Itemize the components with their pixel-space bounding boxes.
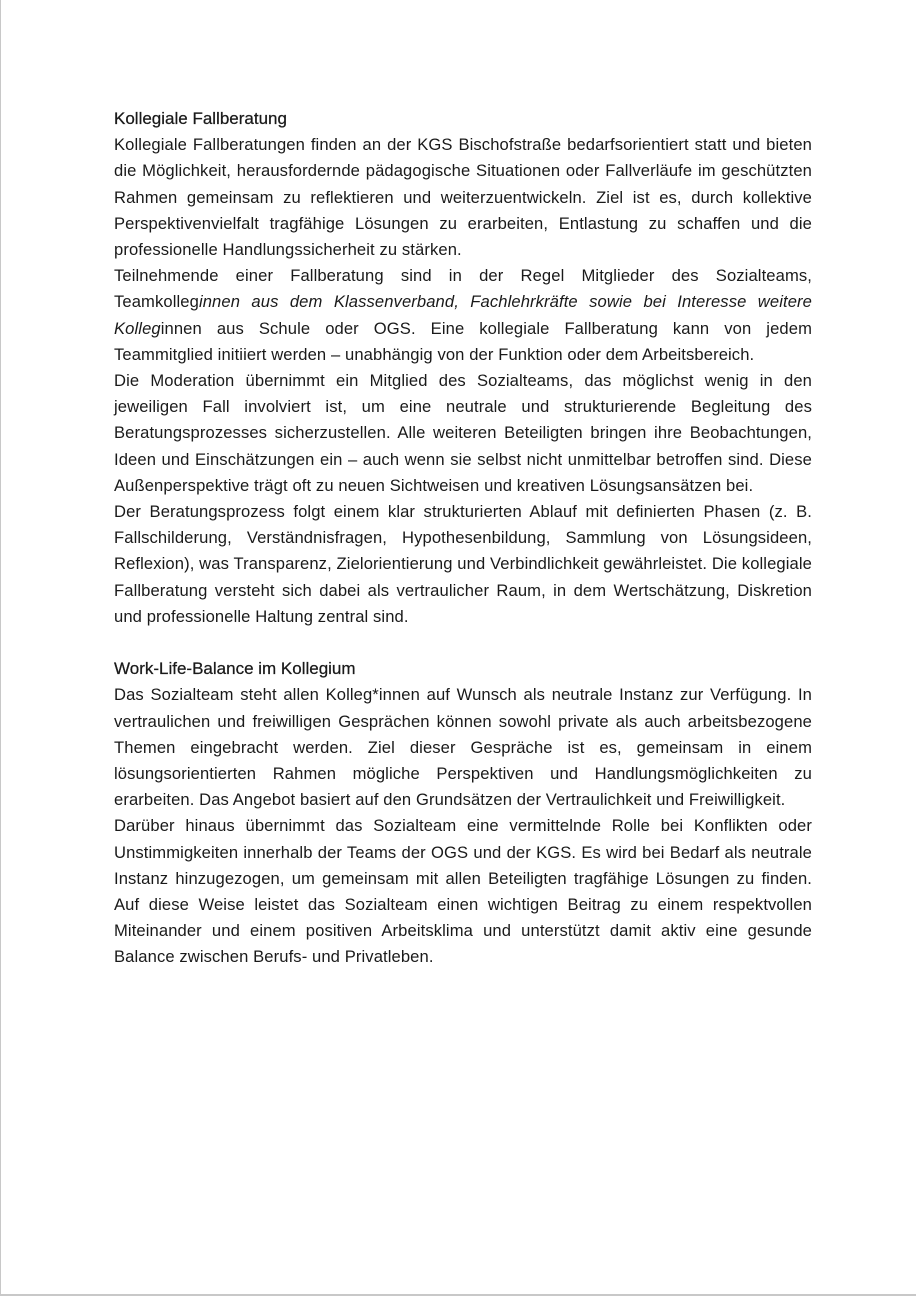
section-work-life-balance (114, 656, 812, 970)
document-body (114, 106, 812, 971)
paragraph: Die Moderation übernimmt ein Mitglied des Sozialteams, das möglichst wenig in den jeweiligen Fall involviert ist, um eine neutrale und strukturierende Begleitung des Beratungsprozesses sicherzustellen. Alle weiteren Beteiligten bringen ihre Beobachtungen, Ideen und Einschätzungen ein – auch wenn sie selbst nicht unmittelbar betroffen sind. Diese Außenperspektive trägt oft zu neuen Sichtweisen und kreativen Lösungsansätzen bei. (114, 371, 812, 495)
paragraph: Der Beratungsprozess folgt einem klar strukturierten Ablauf mit definierten Phasen (z. B. Fallschilderung, Verständnisfragen, Hypothesenbildung, Sammlung von Lösungsideen, Reflexion), was Transparenz, Zielorientierung und Verbindlichkeit gewährleistet. Die kollegiale Fallberatung versteht sich dabei als vertraulicher Raum, in dem Wertschätzung, Diskretion und professionelle Haltung zentral sind. (114, 502, 812, 626)
paragraph-text: innen aus Schule oder OGS. Eine kollegiale Fallberatung kann von jedem Teammitglied initiiert werden – unabhängig von der Funktion oder dem Arbeitsbereich. (114, 318, 812, 364)
paragraph (114, 263, 812, 368)
section-kollegiale-fallberatung (114, 106, 812, 630)
paragraph-text-italic: innen aus dem Klassenverband, Fachlehrkräfte sowie bei Interesse weitere Kolleg (114, 292, 812, 338)
paragraph-text: Teilnehmende einer Fallberatung sind in der Regel Mitglieder des Sozialteams, Teamkolleg (114, 266, 812, 312)
section-spacer (114, 630, 812, 656)
section-heading: Kollegiale Fallberatung (114, 109, 287, 128)
paragraph: Das Sozialteam steht allen Kolleg*innen auf Wunsch als neutrale Instanz zur Verfügung. In vertraulichen und freiwilligen Gesprächen können sowohl private als auch arbeitsbezogene Themen eingebracht werden. Ziel dieser Gespräche ist es, gemeinsam in einem lösungsorientierten Rahmen mögliche Perspektiven und Handlungsmöglichkeiten zu erarbeiten. Das Angebot basiert auf den Grundsätzen der Vertraulichkeit und Freiwilligkeit. (114, 685, 812, 810)
section-heading: Work-Life-Balance im Kollegium (114, 659, 356, 679)
paragraph: Darüber hinaus übernimmt das Sozialteam eine vermittelnde Rolle bei Konflikten oder Unstimmigkeiten innerhalb der Teams der OGS und der KGS. Es wird bei Bedarf als neutrale Instanz hinzugezogen, um gemeinsam mit allen Beteiligten tragfähige Lösungen zu finden. Auf diese Weise leistet das Sozialteam einen wichtigen Beitrag zu einem respektvollen Miteinander und einem positiven Arbeitsklima und unterstützt damit aktiv eine gesunde Balance zwischen Berufs- und Privatleben. (114, 816, 812, 967)
paragraph: Kollegiale Fallberatungen finden an der KGS Bischofstraße bedarfsorientiert statt und bieten die Möglichkeit, herausfordernde pädagogische Situationen oder Fallverläufe im geschützten Rahmen gemeinsam zu reflektieren und weiterzuentwickeln. Ziel ist es, durch kollektive Perspektivenvielfalt tragfähige Lösungen zu erarbeiten, Entlastung zu schaffen und die professionelle Handlungssicherheit zu stärken. (114, 135, 812, 260)
